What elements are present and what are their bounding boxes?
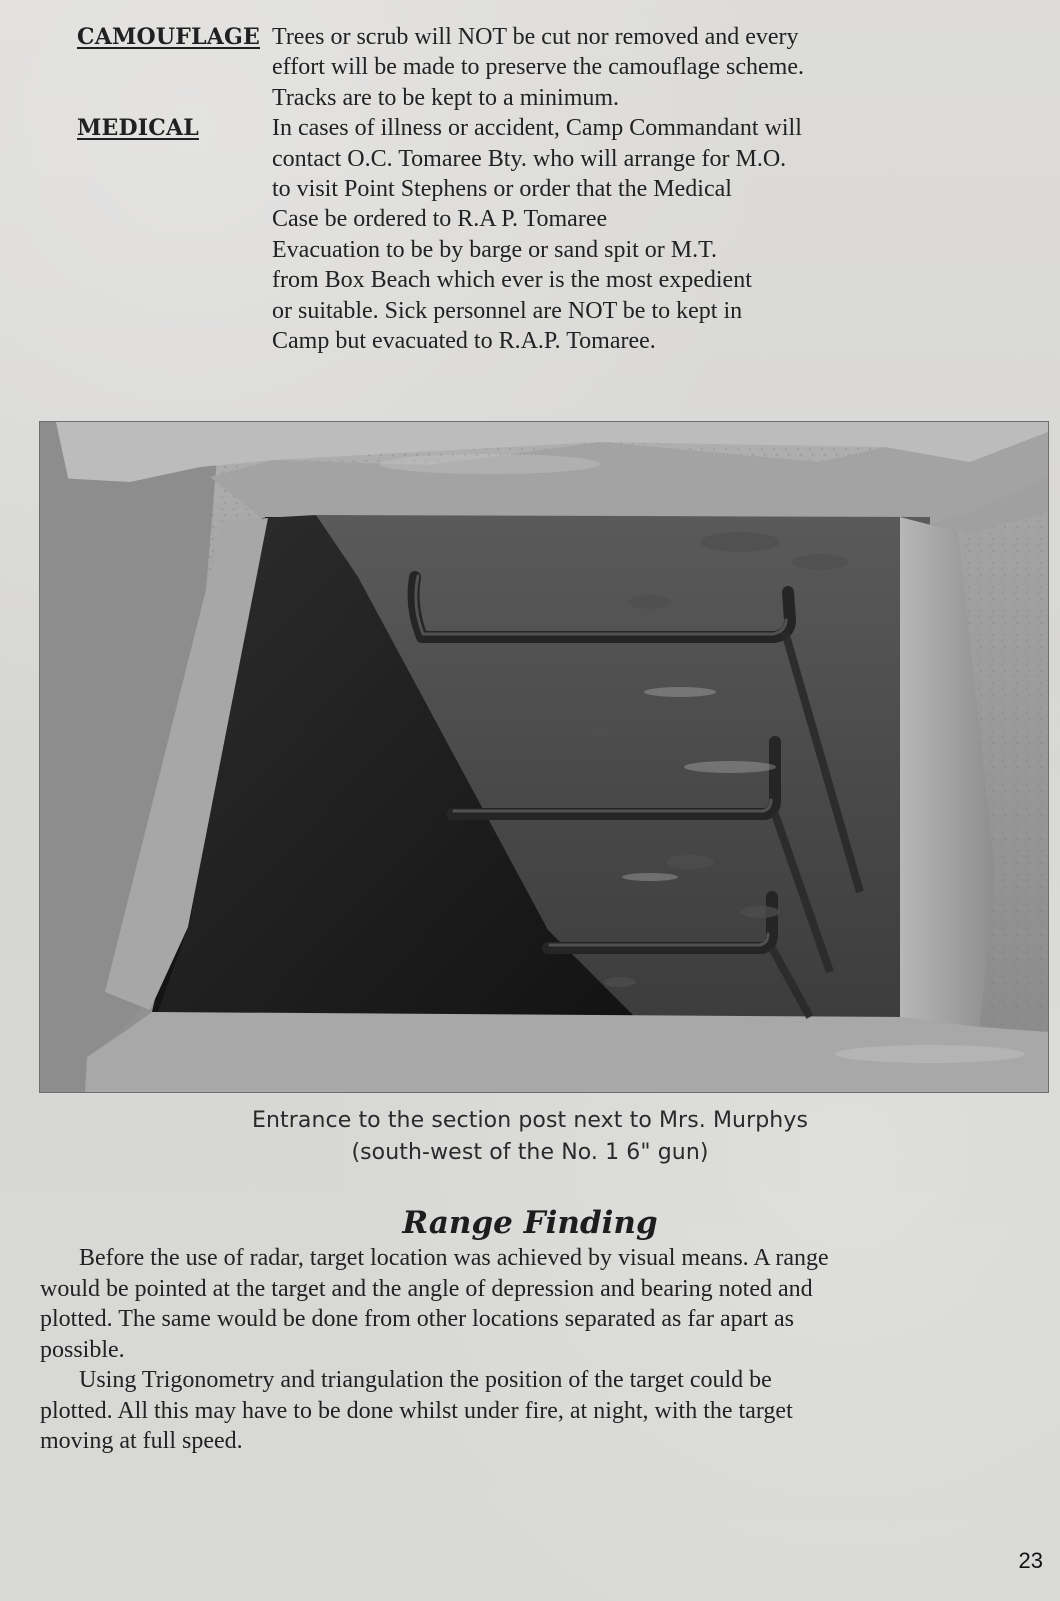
page-number: 23 — [1018, 1548, 1043, 1573]
section-post-entrance-photo — [39, 421, 1049, 1093]
body-line: moving at full speed. — [40, 1428, 243, 1454]
body-line: possible. — [40, 1336, 125, 1363]
medical-line: Evacuation to be by barge or sand spit or M.T. — [272, 236, 718, 263]
regulation-camouflage — [77, 22, 977, 113]
body-line: would be pointed at the target and the angle of depression and bearing noted and — [40, 1275, 813, 1302]
photo-caption-line: (south-west of the No. 1 6" gun) — [351, 1140, 709, 1165]
medical-line: or suitable. Sick personnel are NOT be to kept in — [272, 297, 743, 324]
body-line: Using Trigonometry and triangulation the position of the target could be — [79, 1367, 772, 1393]
body-line: Before the use of radar, target location was achieved by visual means. A range — [79, 1245, 829, 1271]
body-paragraph-1 — [40, 1243, 1040, 1365]
photo-caption — [0, 1105, 1060, 1169]
body-paragraph-2 — [40, 1365, 1040, 1457]
medical-label: MEDICAL — [77, 115, 199, 142]
medical-line: Camp but evacuated to R.A.P. Tomaree. — [272, 328, 656, 355]
camouflage-line: Trees or scrub will NOT be cut nor removed and every — [272, 24, 799, 50]
section-heading: Range Finding — [402, 1205, 658, 1241]
medical-line: to visit Point Stephens or order that the Medical — [272, 176, 732, 203]
medical-line: contact O.C. Tomaree Bty. who will arrange for M.O. — [272, 145, 787, 172]
medical-line: Case be ordered to R.A P. Tomaree — [272, 206, 608, 233]
camouflage-label: CAMOUFLAGE — [77, 24, 260, 50]
regulations-section — [77, 22, 977, 356]
medical-line: In cases of illness or accident, Camp Commandant will — [272, 115, 802, 142]
medical-text — [272, 113, 977, 356]
body-line: plotted. The same would be done from other locations separated as far apart as — [40, 1306, 794, 1332]
camouflage-text — [272, 22, 977, 113]
camouflage-line: Tracks are to be kept to a minimum. — [272, 84, 620, 111]
camouflage-line: effort will be made to preserve the camouflage scheme. — [272, 54, 804, 81]
regulation-medical — [77, 113, 977, 356]
section-body — [40, 1243, 1040, 1457]
body-line: plotted. All this may have to be done whilst under fire, at night, with the target — [40, 1397, 793, 1424]
medical-line: from Box Beach which ever is the most expedient — [272, 267, 752, 294]
photo-caption-line: Entrance to the section post next to Mrs. Murphys — [251, 1108, 809, 1133]
